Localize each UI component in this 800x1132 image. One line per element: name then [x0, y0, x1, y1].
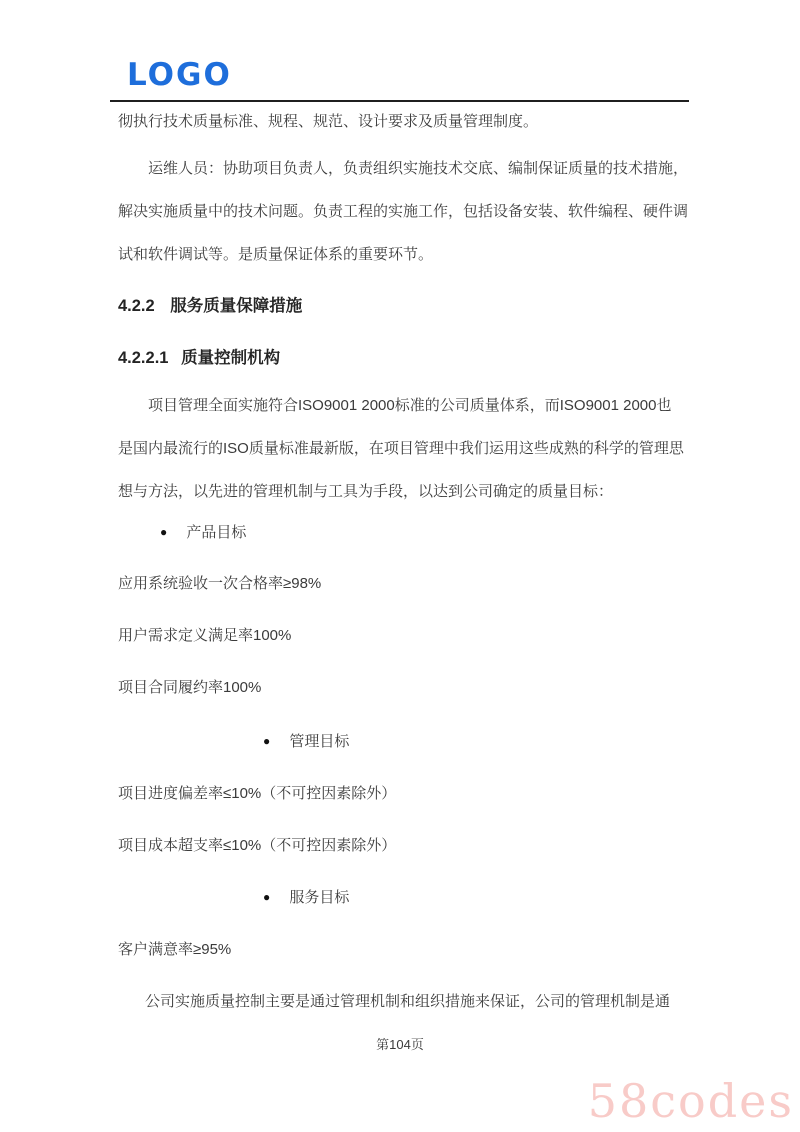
product-goal-line-2: 用户需求定义满足率100%	[118, 627, 292, 644]
bullet-service-goals-label: 服务目标	[289, 889, 350, 906]
paragraph-iso-line-3: 想与方法，以先进的管理机制与工具为手段，以达到公司确定的质量目标：	[118, 483, 614, 500]
bullet-icon: ●	[263, 734, 271, 748]
bullet-product-goals	[160, 522, 246, 543]
bullet-product-goals-label: 产品目标	[186, 524, 247, 541]
paragraph-operations-line-2: 解决实施质量中的技术问题。负责工程的实施工作，包括设备安装、软件编程、硬件调	[118, 203, 689, 220]
paragraph-iso-line-1: 项目管理全面实施符合ISO9001 2000标准的公司质量体系，而ISO9001 2000也	[148, 397, 672, 414]
paragraph-intro-line: 彻执行技术质量标准、规程、规范、设计要求及质量管理制度。	[118, 113, 539, 130]
bullet-icon: ●	[263, 890, 271, 904]
header-divider	[110, 100, 689, 102]
product-goal-line-1: 应用系统验收一次合格率≥98%	[118, 575, 322, 592]
bullet-management-goals	[263, 731, 349, 752]
watermark-58codes: 58codes	[587, 1074, 794, 1128]
management-goal-line-2: 项目成本超支率≤10%（不可控因素除外）	[118, 837, 397, 854]
section-heading-422-number: 4.2.2	[118, 297, 155, 315]
bullet-icon: ●	[160, 525, 168, 539]
section-heading-4221-title: 质量控制机构	[181, 349, 281, 367]
paragraph-iso-line-2: 是国内最流行的ISO质量标准最新版，在项目管理中我们运用这些成熟的科学的管理思	[118, 440, 684, 457]
section-heading-4221-number: 4.2.2.1	[118, 349, 169, 367]
paragraph-operations-line-1: 运维人员：协助项目负责人，负责组织实施技术交底、编制保证质量的技术措施，	[148, 160, 689, 177]
section-heading-4221	[118, 344, 280, 368]
service-goal-line-1: 客户满意率≥95%	[118, 941, 232, 958]
management-goal-line-1: 项目进度偏差率≤10%（不可控因素除外）	[118, 785, 397, 802]
paragraph-operations-line-3: 试和软件调试等。是质量保证体系的重要环节。	[118, 246, 434, 263]
page-number: 第104页	[376, 1037, 424, 1052]
section-heading-422	[118, 292, 302, 316]
company-logo: LOGO	[127, 57, 232, 93]
bullet-management-goals-label: 管理目标	[289, 733, 350, 750]
section-heading-422-title: 服务质量保障措施	[170, 297, 303, 315]
paragraph-closing-line: 公司实施质量控制主要是通过管理机制和组织措施来保证，公司的管理机制是通	[145, 993, 671, 1010]
product-goal-line-3: 项目合同履约率100%	[118, 679, 262, 696]
bullet-service-goals	[263, 887, 349, 908]
